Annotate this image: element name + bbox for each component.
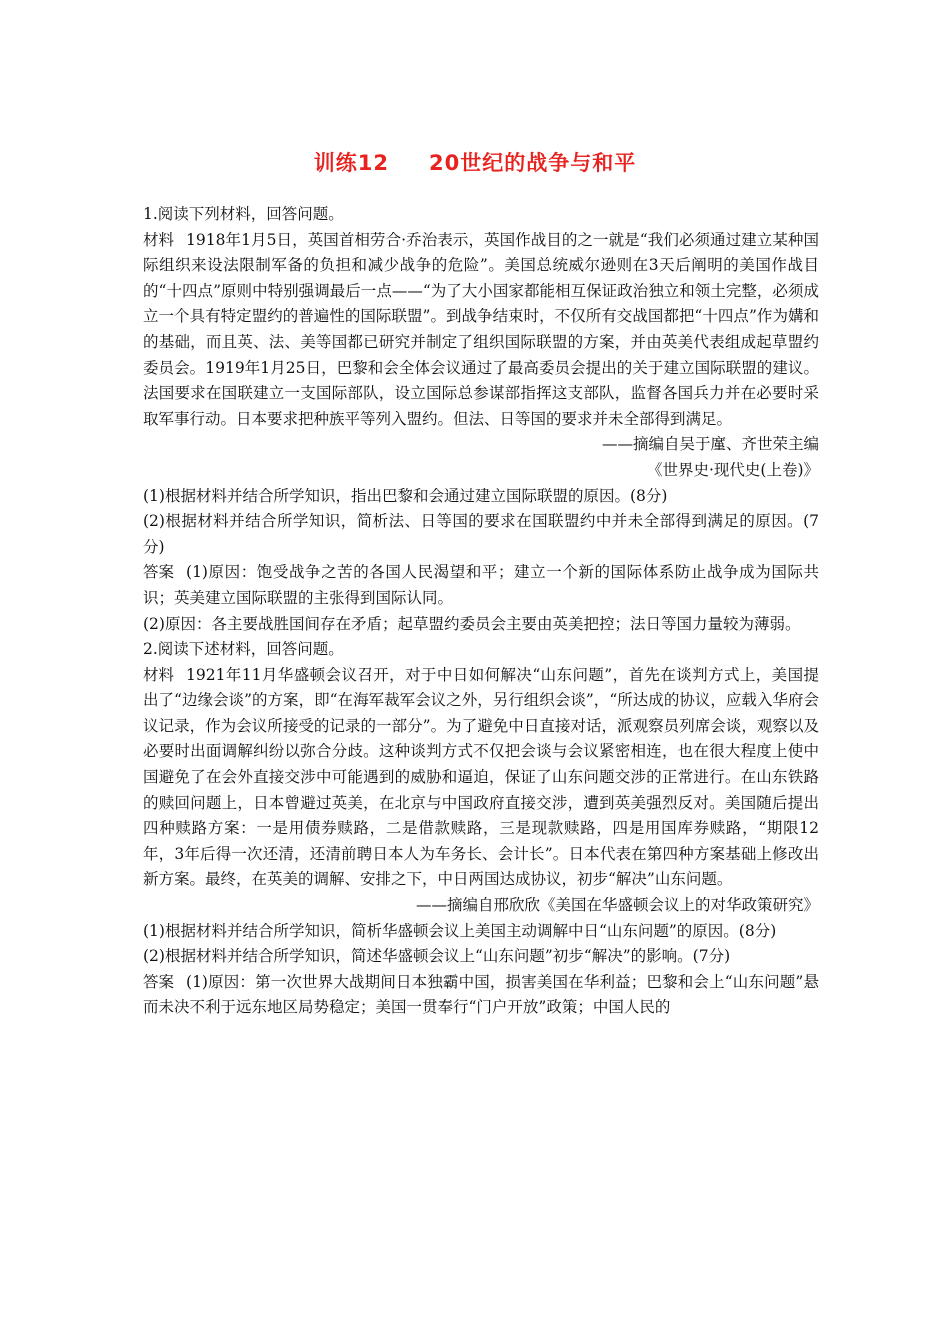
q2-answer-1-text: (1)原因：第一次世界大战期间日本独霸中国，损害美国在华利益；巴黎和会上“山东问题”悬而未决不利于远东地区局势稳定；美国一贯奉行“门户开放”政策；中国人民的 (143, 972, 819, 1017)
page-title (0, 147, 950, 177)
q1-source-line1: ——摘编自吴于廑、齐世荣主编 (601, 435, 819, 454)
q1-answer-2: (2)原因：各主要战胜国间存在矛盾；起草盟约委员会主要由英美把控；法日等国力量较为薄弱。 (143, 614, 801, 633)
q1-material (143, 228, 819, 433)
q2-stem: 2.阅读下述材料，回答问题。 (143, 640, 344, 659)
document-body (143, 202, 819, 1021)
q1-sub-question-2: (2)根据材料并结合所学知识，简析法、日等国的要求在国联盟约中并未全部得到满足的原因。(7分) (143, 512, 819, 556)
q1-material-label: 材料 (143, 230, 175, 249)
q1-stem: 1.阅读下列材料，回答问题。 (143, 205, 344, 223)
title-lesson-number: 训练12 (313, 151, 389, 175)
q2-answer-label: 答案 (143, 972, 175, 991)
title-topic: 20世纪的战争与和平 (429, 151, 637, 175)
q1-material-text: 1918年1月5日，英国首相劳合·乔治表示，英国作战目的之一就是“我们必须通过建立某种国际组织来设法限制军备的负担和减少战争的危险”。美国总统威尔逊则在3天后阐明的美国作战目的“十四点”原则中特别强调最后一点——“为了大小国家都能相互保证政治独立和领土完整，必须成立一个具有特定盟约的普遍性的国际联盟”。到战争结束时，不仅所有交战国都把“十四点”作为媾和的基础，而且英、法、美等国都已研究并制定了组织国际联盟的方案，并由英美代表组成起草盟约委员会。1919年1月25日，巴黎和会全体会议通过了最高委员会提出的关于建立国际联盟的建议。法国要求在国联建立一支国际部队，设立国际总参谋部指挥这支部队，监督各国兵力并在必要时采取军事行动。日本要求把种族平等列入盟约。但法、日等国的要求并未全部得到满足。 (143, 230, 819, 428)
q2-answer-1 (143, 970, 819, 1021)
q2-sub-question-2: (2)根据材料并结合所学知识，简述华盛顿会议上“山东问题”初步“解决”的影响。(7分) (143, 947, 731, 966)
q1-source-line2: 《世界史·现代史(上卷)》 (646, 460, 819, 479)
q1-answer-label: 答案 (143, 563, 175, 582)
q1-sub-question-1: (1)根据材料并结合所学知识，指出巴黎和会通过建立国际联盟的原因。(8分) (143, 486, 668, 505)
q2-source-line1: ——摘编自邢欣欣《美国在华盛顿会议上的对华政策研究》 (415, 896, 819, 915)
q2-material-label: 材料 (143, 665, 175, 684)
q2-material (143, 663, 819, 893)
q1-answer-1-text: (1)原因：饱受战争之苦的各国人民渴望和平；建立一个新的国际体系防止战争成为国际共识；英美建立国际联盟的主张得到国际认同。 (143, 563, 819, 607)
q2-sub-question-1: (1)根据材料并结合所学知识，简析华盛顿会议上美国主动调解中日“山东问题”的原因。(8分) (143, 921, 777, 940)
q1-answer-1 (143, 560, 819, 611)
q2-material-text: 1921年11月华盛顿会议召开，对于中日如何解决“山东问题”，首先在谈判方式上，美国提出了“边缘会谈”的方案，即“在海军裁军会议之外，另行组织会谈”，“所达成的协议，应载入华府会议记录，作为会议所接受的记录的一部分”。为了避免中日直接对话，派观察员列席会谈，观察以及必要时出面调解纠纷以弥合分歧。这种谈判方式不仅把会谈与会议紧密相连，也在很大程度上使中国避免了在会外直接交涉中可能遇到的威胁和逼迫，保证了山东问题交涉的正常进行。在山东铁路的赎回问题上，日本曾避过英美，在北京与中国政府直接交涉，遭到英美强烈反对。美国随后提出四种赎路方案：一是用债券赎路，二是借款赎路，三是现款赎路，四是用国库券赎路，“期限12年，3年后得一次还清，还清前聘日本人为车务长、会计长”。日本代表在第四种方案基础上修改出新方案。最终，在英美的调解、安排之下，中日两国达成协议，初步“解决”山东问题。 (143, 665, 819, 889)
